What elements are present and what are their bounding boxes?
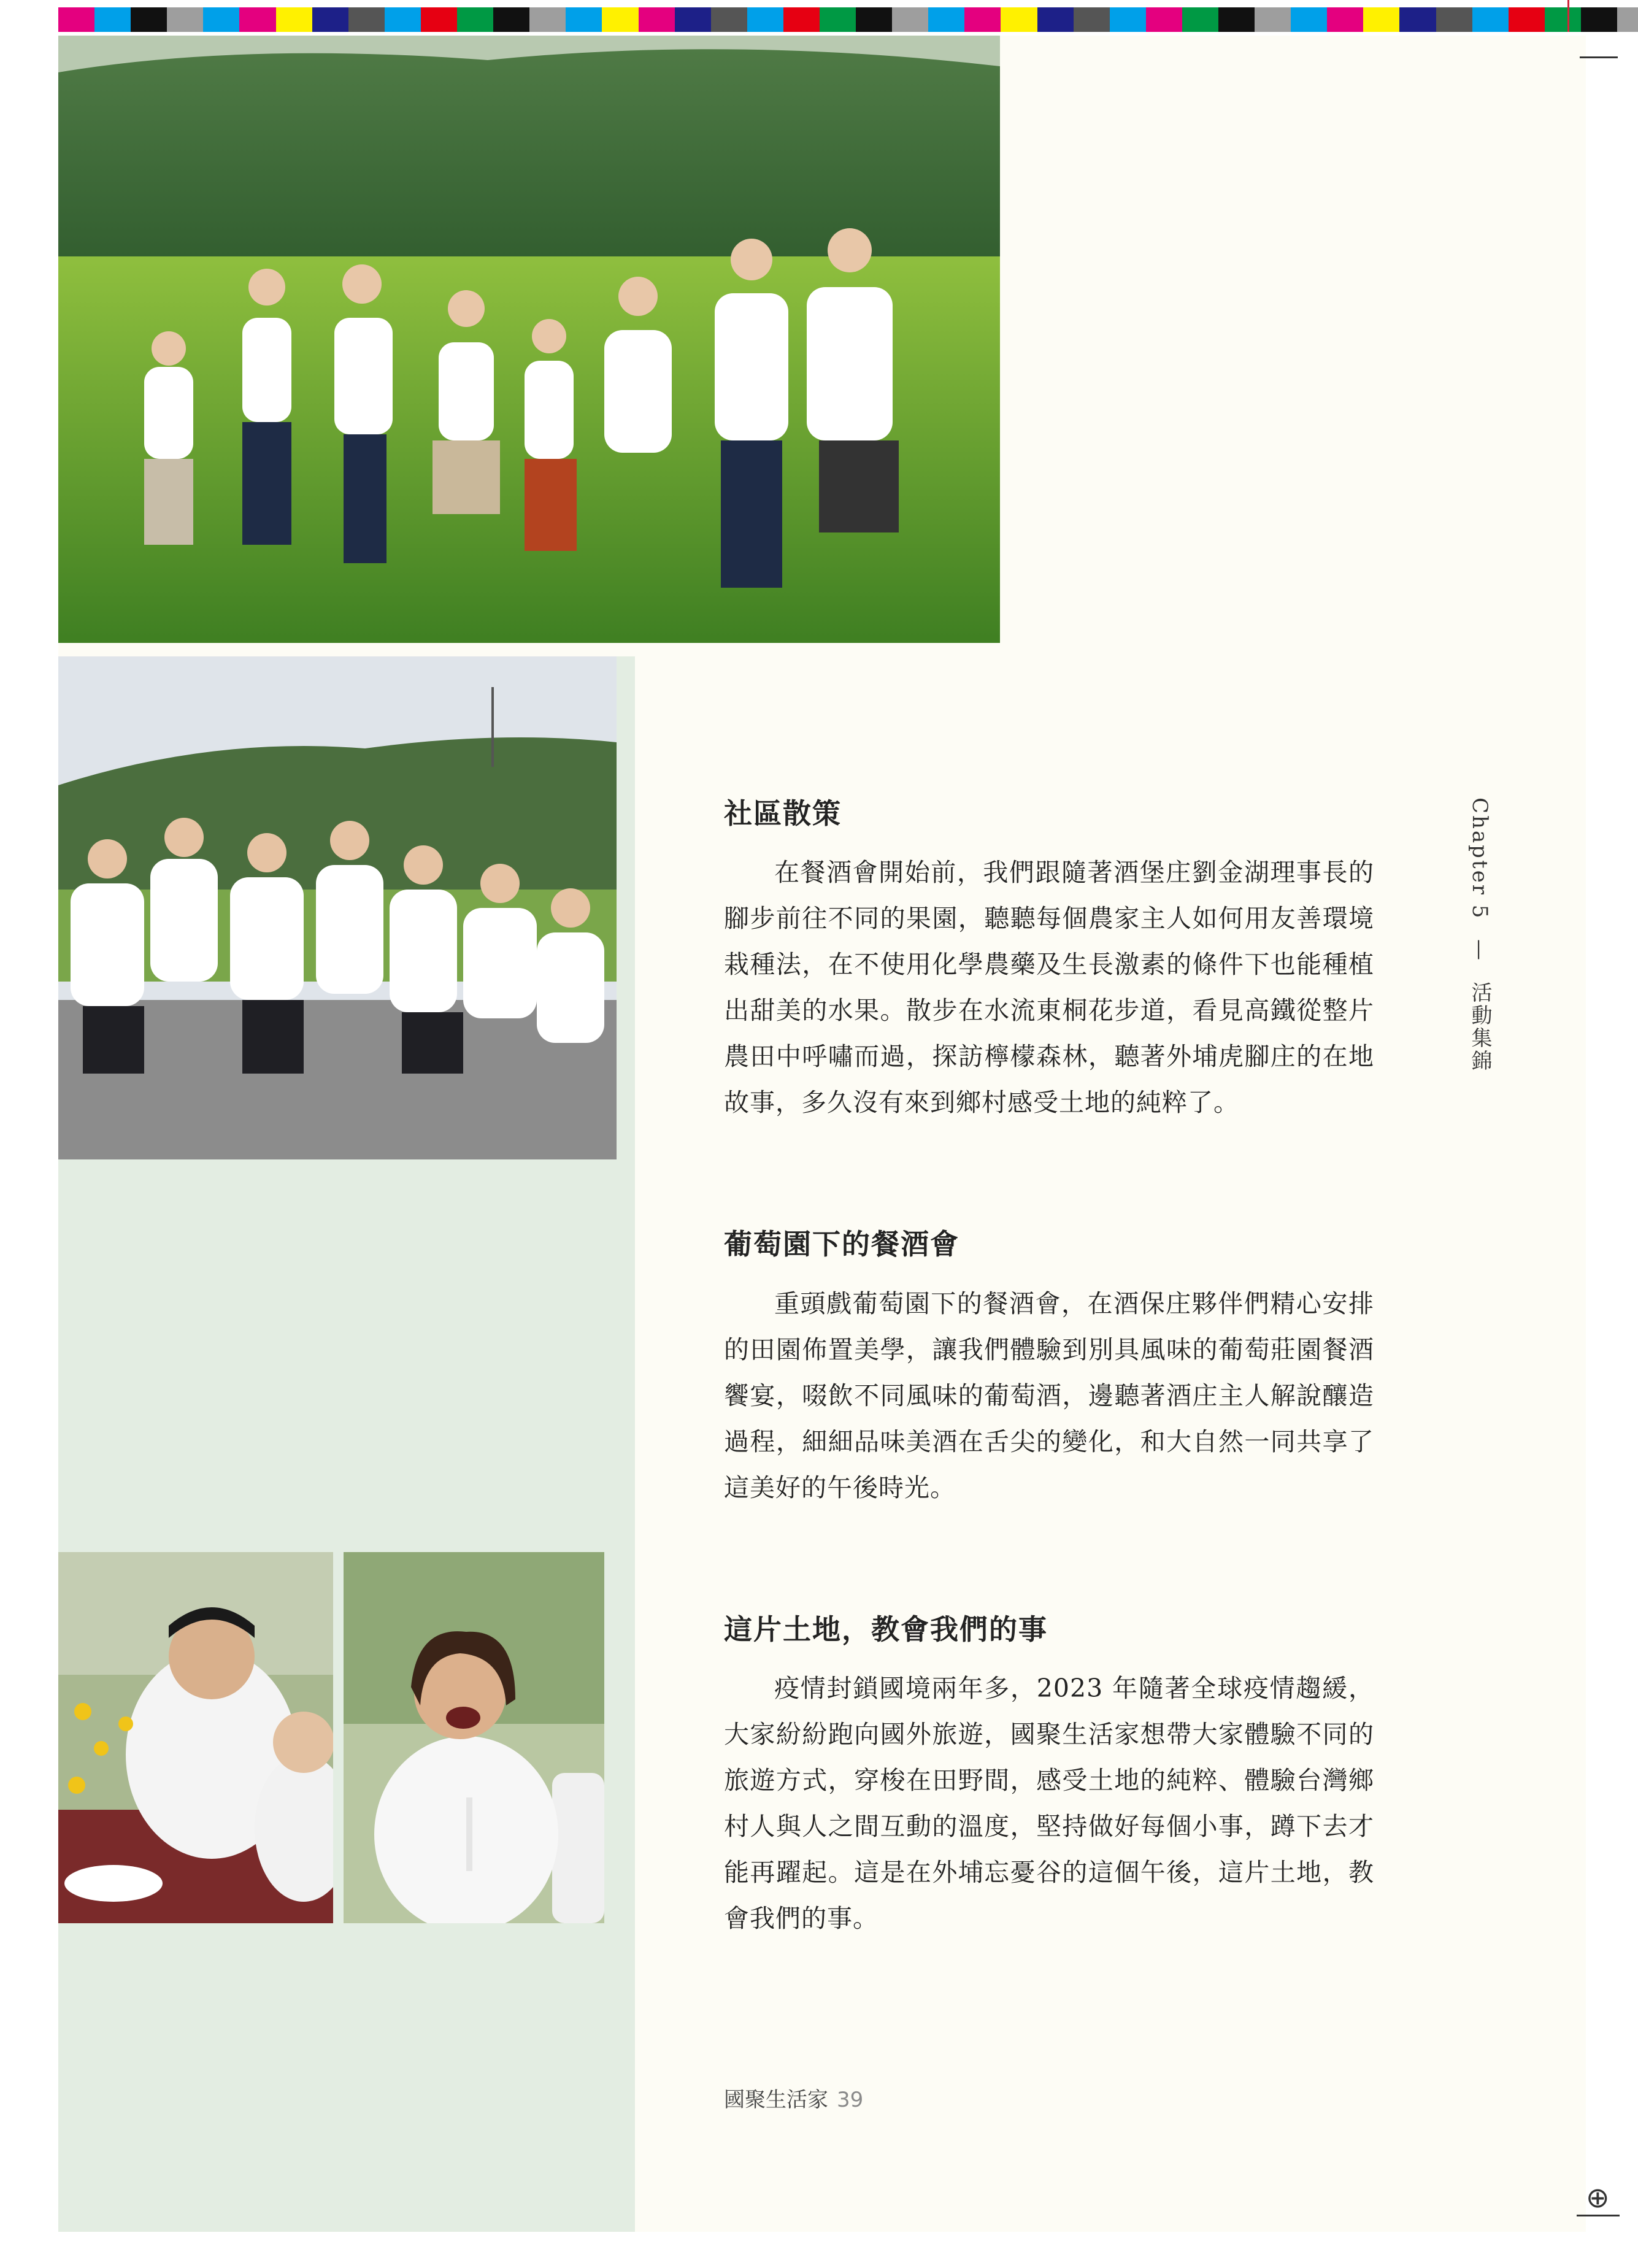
color-swatch [964, 7, 1001, 32]
section-heading-land-lesson: 這片土地，教會我們的事 [724, 1613, 1048, 1646]
print-color-bar [58, 7, 1638, 32]
color-swatch [1581, 7, 1617, 32]
section-heading-vineyard-dinner: 葡萄園下的餐酒會 [724, 1228, 959, 1261]
color-swatch [312, 7, 348, 32]
color-swatch [457, 7, 493, 32]
color-swatch [1617, 7, 1638, 32]
color-swatch [239, 7, 275, 32]
color-swatch [1291, 7, 1327, 32]
photo-dining-man-child [58, 1552, 333, 1923]
chapter-number: Chapter 5 [1467, 798, 1492, 920]
color-swatch [1327, 7, 1363, 32]
color-swatch [675, 7, 711, 32]
page-footer [724, 2083, 863, 2113]
color-swatch [1182, 7, 1218, 32]
color-swatch [747, 7, 783, 32]
crop-mark-top [1567, 0, 1569, 32]
color-swatch [1074, 7, 1110, 32]
registration-mark-icon: ⊕ [1586, 2181, 1610, 2214]
color-swatch [602, 7, 638, 32]
crop-mark-bottom [1577, 2215, 1620, 2216]
page-number: 39 [837, 2088, 864, 2112]
color-swatch [820, 7, 856, 32]
color-swatch [856, 7, 892, 32]
color-swatch [1255, 7, 1291, 32]
color-swatch [131, 7, 167, 32]
color-swatch [348, 7, 385, 32]
color-swatch [1001, 7, 1037, 32]
color-swatch [167, 7, 203, 32]
color-swatch [928, 7, 964, 32]
color-swatch [1363, 7, 1399, 32]
color-swatch [529, 7, 566, 32]
color-swatch [566, 7, 602, 32]
color-swatch [58, 7, 94, 32]
color-swatch [783, 7, 820, 32]
color-swatch [892, 7, 928, 32]
color-swatch [1545, 7, 1581, 32]
section-heading-community-walk: 社區散策 [724, 797, 842, 830]
section-body-land-lesson: 疫情封鎖國境兩年多，2023 年隨著全球疫情趨緩，大家紛紛跑向國外旅遊，國聚生活家想帶大家體驗不同的旅遊方式，穿梭在田野間，感受土地的純粹、體驗台灣鄉村人與人之間互動的溫度，堅持做好每個小事，蹲下去才能再躍起。這是在外埔忘憂谷的這個午後，這片土地，教會我們的事。 [724, 1674, 1374, 1933]
section-body-vineyard-dinner: 重頭戲葡萄園下的餐酒會，在酒保庄夥伴們精心安排的田園佈置美學，讓我們體驗到別具風味的葡萄莊園餐酒饗宴，啜飲不同風味的葡萄酒，邊聽著酒庄主人解說釀造過程，細細品味美酒在舌尖的變化，和大自然一同共享了這美好的午後時光。 [724, 1289, 1374, 1502]
chapter-section-name: 活動集錦 [1467, 982, 1492, 1073]
color-swatch [203, 7, 239, 32]
color-swatch [493, 7, 529, 32]
color-swatch [1146, 7, 1182, 32]
color-swatch [639, 7, 675, 32]
color-swatch [1110, 7, 1146, 32]
color-swatch [94, 7, 131, 32]
color-swatch [276, 7, 312, 32]
color-swatch [1436, 7, 1472, 32]
color-swatch [1399, 7, 1436, 32]
color-swatch [1472, 7, 1509, 32]
chapter-side-label [1465, 798, 1495, 1072]
section-body-community-walk: 在餐酒會開始前，我們跟隨著酒堡庄劉金湖理事長的腳步前往不同的果園，聽聽每個農家主人如何用友善環境栽種法，在不使用化學農藥及生長激素的條件下也能種植出甜美的水果。散步在水流東桐花步道，看見高鐵從整片農田中呼嘯而過，探訪檸檬森林，聽著外埔虎腳庄的在地故事，多久沒有來到鄉村感受土地的純粹了。 [724, 858, 1374, 1117]
color-swatch [1218, 7, 1255, 32]
color-swatch [1509, 7, 1545, 32]
magazine-name: 國聚生活家 [724, 2088, 828, 2112]
color-swatch [421, 7, 457, 32]
color-swatch [1037, 7, 1074, 32]
color-swatch [385, 7, 421, 32]
color-swatch [711, 7, 747, 32]
crop-mark-right-top [1580, 56, 1618, 58]
photo-laughing-woman-wine [344, 1552, 604, 1923]
photo-group-sitting-road [58, 656, 617, 1159]
chapter-dash: — [1467, 939, 1492, 963]
photo-group-rice-field [58, 36, 1000, 643]
